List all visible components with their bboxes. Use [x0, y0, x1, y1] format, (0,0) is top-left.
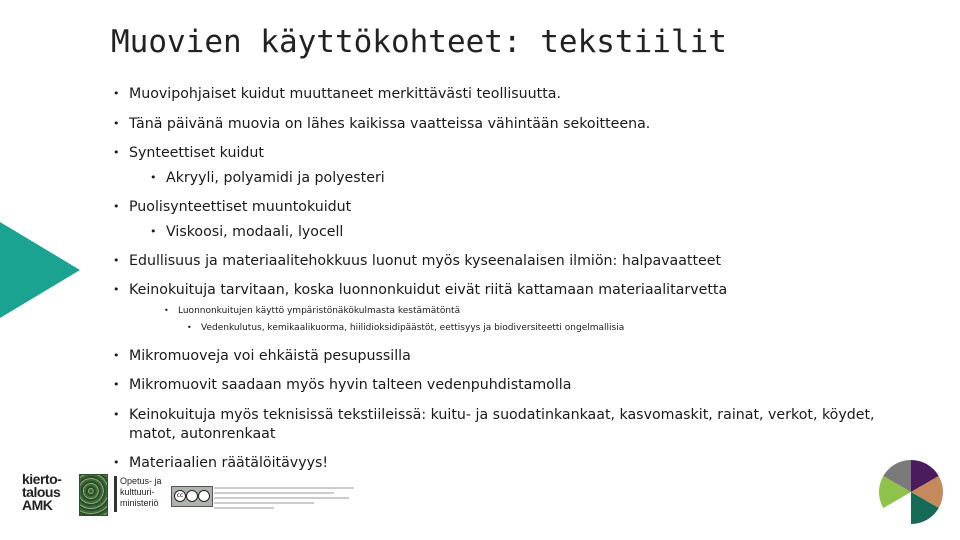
bullet-item: • Edullisuus ja materiaalitehokkuus luonut myös kyseenalaisen ilmiön: halpavaatteet: [113, 253, 722, 269]
bullet-dot: •: [113, 456, 120, 469]
bullet-dot: •: [113, 408, 120, 421]
bullet-item-continuation: matot, autonrenkaat: [129, 426, 276, 442]
bullet-item: • Keinokuituja myös teknisissä tekstiileissä: kuitu- ja suodatinkankaat, kasvomaskit, rainat, verkot, köydet,: [113, 407, 875, 423]
small-bullet-item: • Luonnonkuitujen käyttö ympäristönäkökulmasta kestämätöntä: [164, 306, 461, 316]
bullet-item: • Synteettiset kuidut: [113, 145, 264, 161]
creative-commons-badge: [171, 486, 213, 507]
bullet-dot: •: [164, 306, 169, 315]
bullet-dot: •: [113, 117, 120, 130]
bullet-dot: •: [113, 283, 120, 296]
bullet-dot: •: [113, 378, 120, 391]
okm-logo-text: Opetus- ja kulttuuri- ministeriö: [120, 476, 162, 508]
bullet-item: • Keinokuituja tarvitaan, koska luonnonkuidut eivät riitä kattamaan materiaalitarvetta: [113, 282, 728, 298]
cc-by-icon: [186, 490, 198, 502]
bullet-item: • Tänä päivänä muovia on lähes kaikissa vaatteissa vähintään sekoitteena.: [113, 116, 651, 132]
small-sub-bullet-item: • Vedenkulutus, kemikaalikuorma, hiilidioksidipäästöt, eettisyys ja biodiversiteetti ongelmallisia: [187, 323, 625, 333]
bullet-item: • Puolisynteettiset muuntokuidut: [113, 199, 352, 215]
okm-logo-bar: [114, 476, 117, 512]
bullet-dot: •: [150, 171, 157, 184]
textile-texture-image: [79, 474, 108, 516]
license-fine-print: [214, 487, 364, 509]
bullet-dot: •: [113, 87, 120, 100]
sub-bullet-item: • Akryyli, polyamidi ja polyesteri: [150, 170, 385, 186]
cc-icon: cc: [174, 490, 186, 502]
accent-triangle: [0, 222, 80, 318]
decorative-pie-graphic: [879, 460, 943, 524]
bullet-item: • Mikromuoveja voi ehkäistä pesupussilla: [113, 348, 411, 364]
slide-title: Muovien käyttökohteet: tekstiilit: [111, 24, 727, 60]
bullet-dot: •: [113, 146, 120, 159]
bullet-dot: •: [113, 349, 120, 362]
bullet-item: • Materiaalien räätälöitävyys!: [113, 455, 329, 471]
kiertotalous-amk-logo: kierto- talous AMK: [22, 471, 62, 513]
okm-logo: [114, 476, 166, 514]
bullet-dot: •: [113, 200, 120, 213]
sub-bullet-item: • Viskoosi, modaali, lyocell: [150, 224, 344, 240]
bullet-item: • Mikromuovit saadaan myös hyvin talteen vedenpuhdistamolla: [113, 377, 572, 393]
bullet-dot: •: [187, 323, 192, 332]
bullet-dot: •: [113, 254, 120, 267]
bullet-item: • Muovipohjaiset kuidut muuttaneet merkittävästi teollisuutta.: [113, 86, 561, 102]
cc-nc-icon: [198, 490, 210, 502]
bullet-dot: •: [150, 225, 157, 238]
